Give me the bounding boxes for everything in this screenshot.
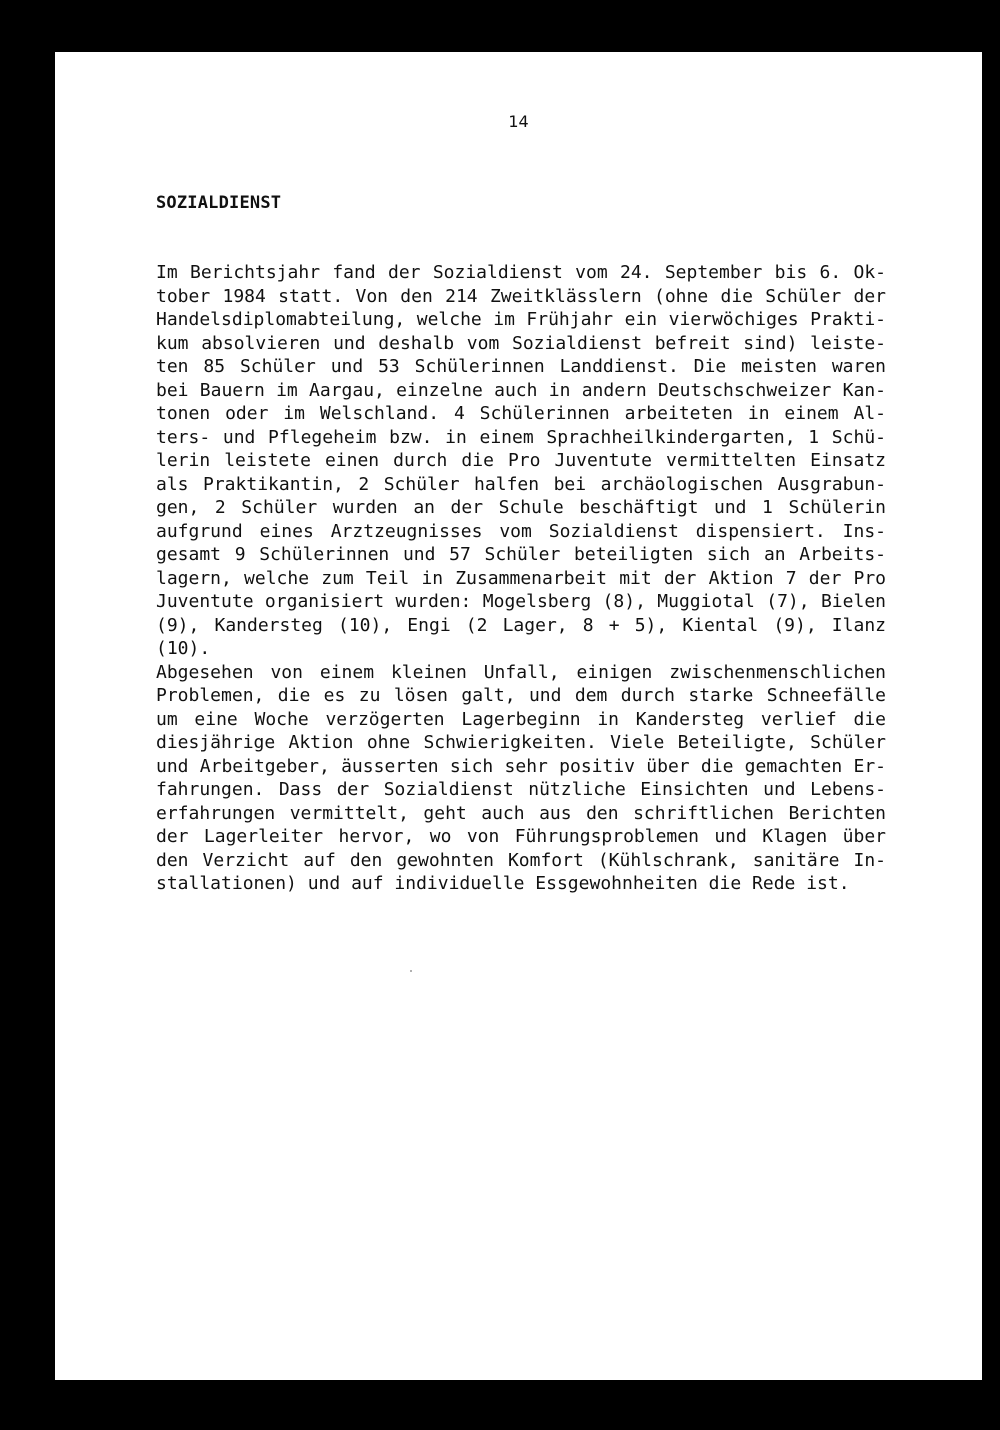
section-heading: SOZIALDIENST: [156, 193, 282, 213]
paragraph-1: [156, 261, 886, 661]
text-line: Problemen, die es zu lösen galt, und dem durch starke Schneefälle: [156, 685, 886, 706]
page-number: 14: [508, 112, 529, 131]
text-line: ten 85 Schüler und 53 Schülerinnen Landdienst. Die meisten waren: [156, 356, 886, 377]
text-line: um eine Woche verzögerten Lagerbeginn in Kandersteg verlief die: [156, 708, 886, 730]
text-line: aufgrund eines Arztzeugnisses vom Sozialdienst dispensiert. Ins-: [156, 520, 886, 542]
text-line: (10).: [156, 638, 211, 659]
document-page: [55, 52, 982, 1380]
text-line: lagern, welche zum Teil in Zusammenarbeit mit der Aktion 7 der Pro: [156, 567, 886, 589]
text-line: der Lagerleiter hervor, wo von Führungsproblemen und Klagen über: [156, 826, 886, 847]
text-line: stallationen) und auf individuelle Essgewohnheiten die Rede ist.: [156, 873, 850, 894]
text-line: (9), Kandersteg (10), Engi (2 Lager, 8 + 5), Kiental (9), Ilanz: [156, 614, 886, 636]
text-line: diesjährige Aktion ohne Schwierigkeiten. Viele Beteiligte, Schüler: [156, 732, 886, 753]
text-line: und Arbeitgeber, äusserten sich sehr positiv über die gemachten Er-: [156, 755, 886, 777]
text-line: den Verzicht auf den gewohnten Komfort (Kühlschrank, sanitäre In-: [156, 849, 886, 871]
text-line: Handelsdiplomabteilung, welche im Frühjahr ein vierwöchiges Prakti-: [156, 309, 886, 330]
text-line: tober 1984 statt. Von den 214 Zweitklässlern (ohne die Schüler der: [156, 285, 886, 307]
text-line: lerin leistete einen durch die Pro Juventute vermittelten Einsatz: [156, 450, 886, 471]
text-line: ters- und Pflegeheim bzw. in einem Sprachheilkindergarten, 1 Schü-: [156, 426, 886, 448]
body-text: [156, 261, 886, 896]
text-line: tonen oder im Welschland. 4 Schülerinnen arbeiteten in einem Al-: [156, 403, 886, 424]
text-line: gesamt 9 Schülerinnen und 57 Schüler beteiligten sich an Arbeits-: [156, 544, 886, 565]
text-line: Abgesehen von einem kleinen Unfall, einigen zwischenmenschlichen: [156, 661, 886, 683]
scan-speck: [410, 970, 412, 972]
text-line: bei Bauern im Aargau, einzelne auch in andern Deutschschweizer Kan-: [156, 379, 886, 401]
paragraph-2: [156, 661, 886, 896]
text-line: fahrungen. Dass der Sozialdienst nützliche Einsichten und Lebens-: [156, 779, 886, 800]
text-line: Juventute organisiert wurden: Mogelsberg (8), Muggiotal (7), Bielen: [156, 591, 886, 612]
text-line: erfahrungen vermittelt, geht auch aus den schriftlichen Berichten: [156, 802, 886, 824]
text-line: als Praktikantin, 2 Schüler halfen bei archäologischen Ausgrabun-: [156, 473, 886, 495]
text-line: gen, 2 Schüler wurden an der Schule beschäftigt und 1 Schülerin: [156, 497, 886, 518]
text-line: Im Berichtsjahr fand der Sozialdienst vom 24. September bis 6. Ok-: [156, 262, 886, 283]
text-line: kum absolvieren und deshalb vom Sozialdienst befreit sind) leiste-: [156, 332, 886, 354]
